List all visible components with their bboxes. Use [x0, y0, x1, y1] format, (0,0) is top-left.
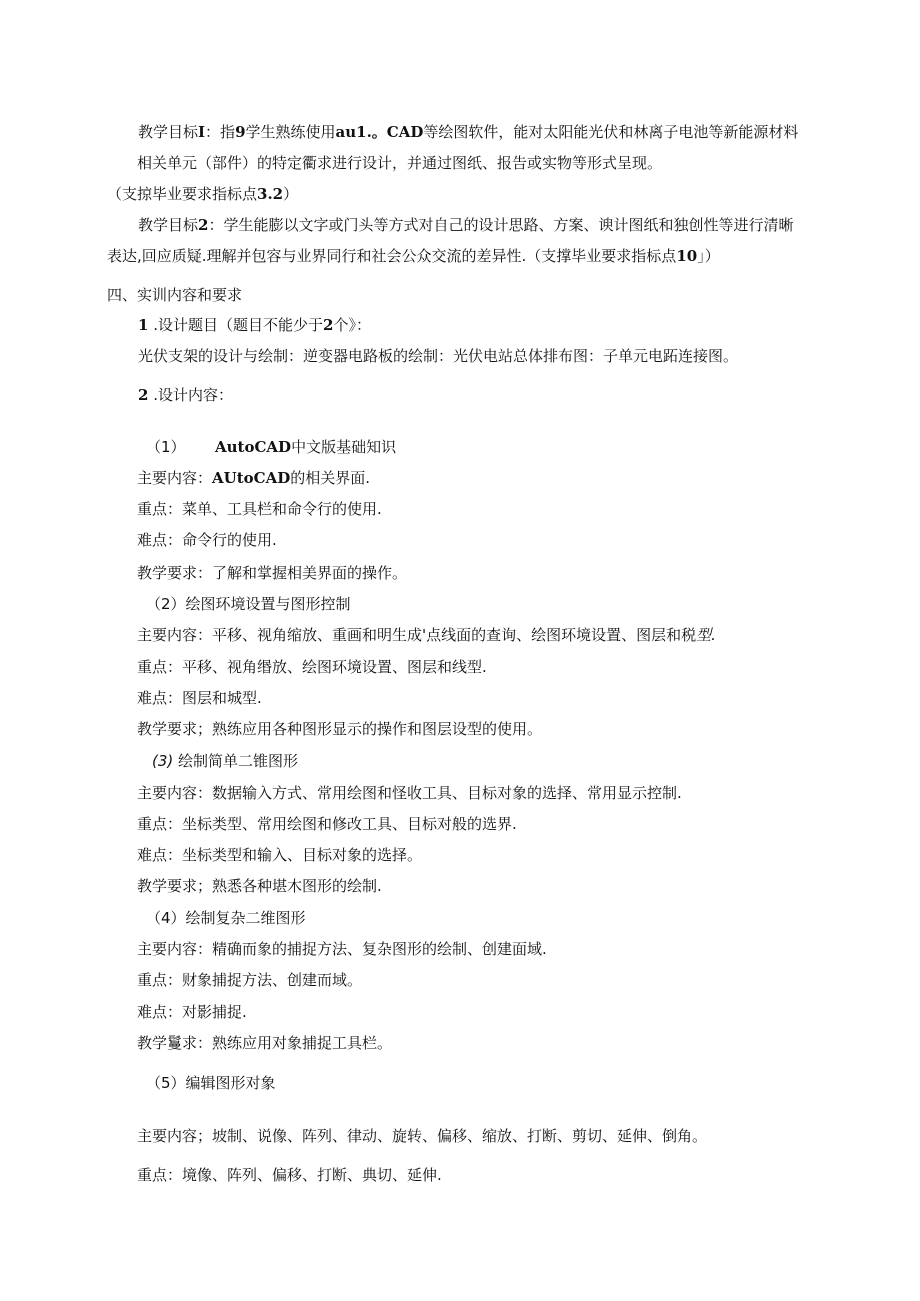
goal2-support-index: 10 [676, 247, 698, 265]
sub4-heading: （4）绘制复杂二维图形 [146, 909, 306, 927]
sub2-requirement: 教学要求；熟练应用各种图形显示的操作和图层设型的使用。 [137, 720, 543, 738]
item2-number: 2 [138, 386, 149, 404]
goal2-text-2: 表达,回应质疑.理解并包容与业界同行和社会公众交流的差异性.（支撑毕业要求指标点 [107, 247, 677, 265]
sub1-title [215, 437, 396, 457]
sub1-content [137, 468, 370, 488]
sub1-focus: 重点：菜单、工具栏和命令行的使用. [137, 500, 382, 518]
item1-text: .设计题目（题目不能少于 [153, 316, 323, 334]
sub3-difficulty: 难点：坐标类型和输入、目标对象的选择。 [137, 846, 423, 864]
sub1-difficulty: 难点：命令行的使用. [137, 531, 277, 549]
sub2-content-text: 主要内容：平移、视角缩放、重画和明生成'点线面的查询、绘图环境设置、图层和税 [137, 626, 697, 644]
sub4-focus: 重点：财象捕捉方法、创建而域。 [137, 971, 363, 989]
goal1-support [107, 184, 298, 204]
item1-count: 2 [323, 316, 334, 334]
item2-text: .设计内容： [153, 386, 233, 404]
goal2-line2 [107, 246, 720, 266]
sub1-title-text: 中文版基础知识 [291, 438, 397, 456]
sub1-requirement: 教学要求：了解和掌握相美界面的操作。 [137, 564, 408, 582]
sub5-content: 主要内容；坡制、说像、阵列、律动、旋转、偏移、缩放、打断、剪切、延伸、倒角。 [137, 1127, 708, 1145]
section-heading: 四、实训内容和要求 [107, 286, 243, 304]
sub2-content-tail: 型. [696, 626, 716, 644]
goal2-support-close: 」） [697, 247, 720, 265]
sub4-requirement: 教学鬘求：熟练应用对象捕捉工具栏。 [137, 1034, 393, 1052]
sub4-content: 主要内容：精确而象的捕捉方法、复杂图形的绘制、创建面域. [137, 940, 547, 958]
sub3-focus: 重点：坐标类型、常用绘图和修改工具、目标对般的选界. [137, 815, 517, 833]
sub2-difficulty: 难点：图层和城型. [137, 689, 262, 707]
goal2-line1 [138, 215, 793, 235]
sub1-content-text: 的相关界面. [290, 469, 371, 487]
goal1-support-index: 3.2 [257, 185, 284, 203]
item1-text-end: 个》： [333, 316, 371, 334]
sub3-requirement: 教学要求；熟悉各种堪木图形的绘制. [137, 877, 382, 895]
sub3-content: 主要内容：数据输入方式、常用绘图和怪收工具、目标对象的选择、常用显示控制. [137, 784, 682, 802]
item2-heading [138, 385, 233, 405]
goal1-text-a: ：指 [205, 123, 236, 141]
sub5-heading: （5）编辑图形对象 [146, 1074, 276, 1092]
goal1-text-c: 学生熟练使用 [245, 123, 336, 141]
sub4-difficulty: 难点：对影捕捉. [137, 1003, 247, 1021]
goal1-number: I [198, 123, 206, 141]
sub1-content-software: AUtoCAD [212, 469, 291, 487]
item1-body: 光伏支架的设计与绘制：逆变器电路板的绘制：光伏电站总体排布图：子单元电跖连接图。 [138, 347, 739, 365]
sub3-label: (3) [152, 752, 174, 770]
sub3-heading-text: 绘制简单二锥图形 [178, 752, 299, 770]
goal1-text-b: 9 [235, 123, 246, 141]
goal2-text: ：学生能膨以文字或门头等方式对自己的设计思路、方案、谀计图纸和独创性等进行清晰 [208, 216, 794, 234]
sub1-title-software: AutoCAD [215, 438, 292, 456]
goal1-label: 教学目标 [138, 123, 199, 141]
sub2-heading: （2）绘图环境设置与图形控制 [146, 595, 351, 613]
sub1-label: （1） [146, 438, 186, 456]
goal2-label: 教学目标 [138, 216, 199, 234]
sub2-content [137, 625, 716, 645]
sub2-focus: 重点：平移、视角缗放、绘图环境设置、图层和线型. [137, 658, 487, 676]
goal2-number: 2 [198, 216, 209, 234]
item1-number: 1 [138, 316, 149, 334]
goal1-support-close: ） [283, 185, 299, 203]
sub3-heading [152, 751, 298, 771]
sub5-focus: 重点：境像、阵列、偏移、打断、典切、延伸. [137, 1166, 442, 1184]
goal1-line1 [138, 122, 798, 142]
goal1-support-text: （支掠毕业要求指标点 [107, 185, 258, 203]
sub1-content-label: 主要内容： [137, 469, 213, 487]
goal1-text-d: 等绘图软件，能对太阳能光伏和林离子电池等新能源材料 [423, 123, 799, 141]
goal1-software: au1.。CAD [335, 123, 424, 141]
item1-heading [138, 315, 371, 335]
goal1-line2: 相关单元（部件）的特定衢求进行设计，并通过图纸、报告或实物等形式呈现。 [137, 154, 663, 172]
